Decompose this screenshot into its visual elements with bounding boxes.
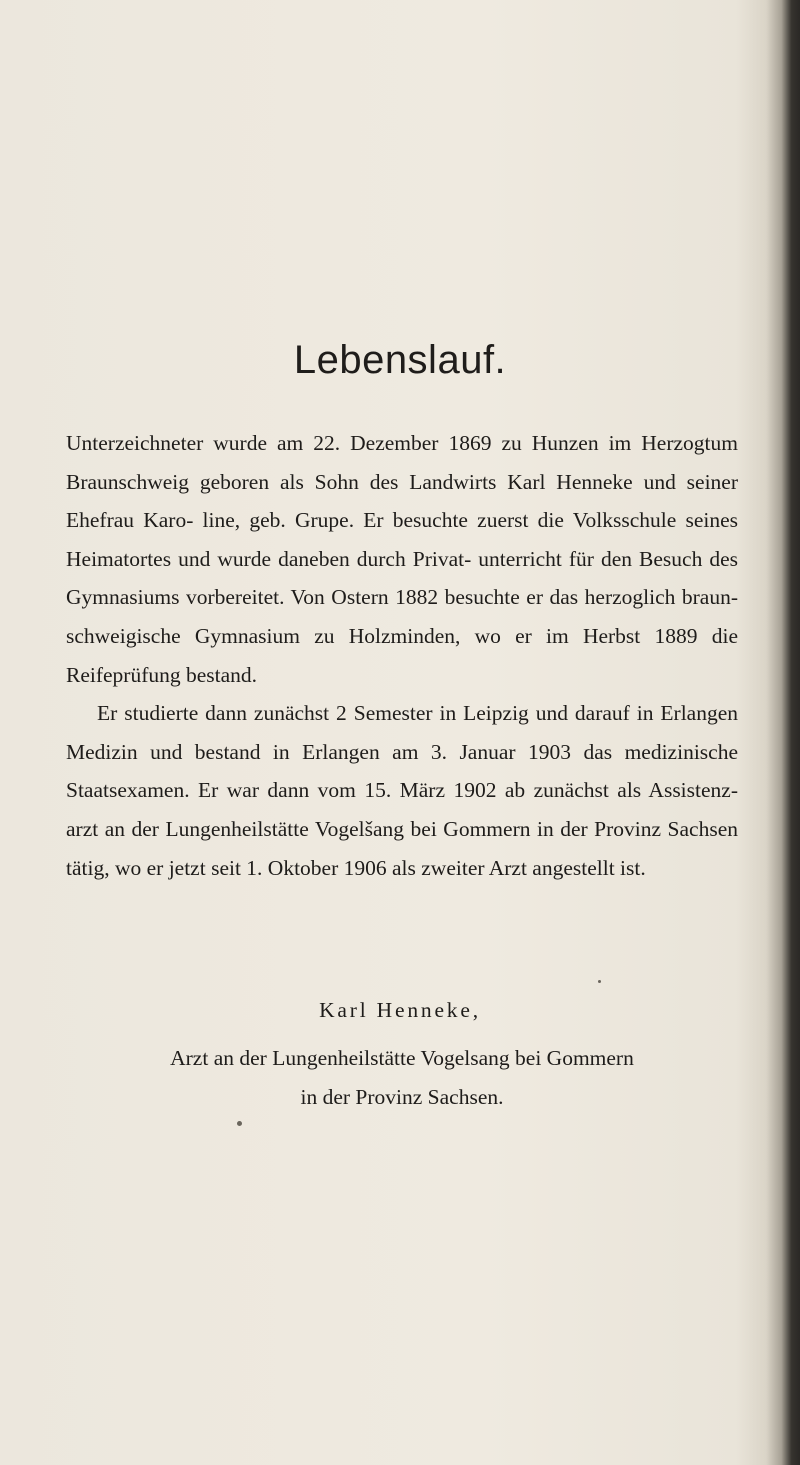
signature-role-line-1: Arzt an der Lungenheilstätte Vogelsang bei Gommern (170, 1046, 634, 1070)
page-edge-shadow (766, 0, 800, 1465)
paragraph-2: Er studierte dann zunächst 2 Semester in Leipzig und darauf in Erlangen Medizin und bestand in Erlangen am 3. Januar 1903 das medizinische Staatsexamen. Er war dann vom 15. März 1902 ab zunächst als Assistenz- arzt an der Lungenheilstätte Vogelšang bei Gommern in der Provinz Sachsen tätig, wo er jetzt seit 1. Oktober 1906 als zweiter Arzt angestellt ist. (66, 701, 738, 880)
document-body (66, 424, 738, 887)
paragraph-1: Unterzeichneter wurde am 22. Dezember 1869 zu Hunzen im Herzogtum Braunschweig geboren als Sohn des Landwirts Karl Henneke und seiner Ehefrau Karo- line, geb. Grupe. Er besuchte zuerst die Volksschule seines Heimatortes und wurde daneben durch Privat- unterricht für den Besuch des Gymnasiums vorbereitet. Von Ostern 1882 besuchte er das herzoglich braun- schweigische Gymnasium zu Holzminden, wo er im Herbst 1889 die Reifeprüfung bestand. (66, 431, 738, 687)
document-title: Lebenslauf. (293, 338, 507, 382)
paper-speck (598, 980, 601, 983)
signature-role (66, 1039, 738, 1116)
signature-role-line-2: in der Provinz Sachsen. (300, 1084, 504, 1109)
signature-name: Karl Henneke, (319, 998, 481, 1022)
paper-speck (237, 1121, 242, 1126)
